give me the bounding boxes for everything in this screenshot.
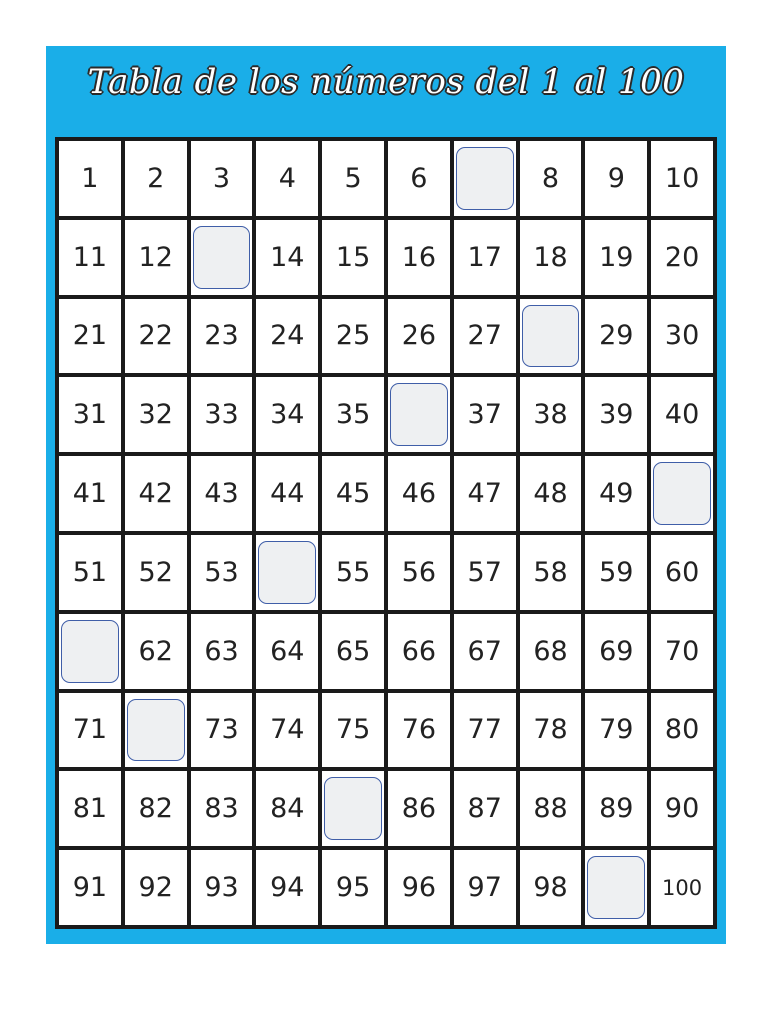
- number-cell: 53: [191, 535, 253, 610]
- blank-cell: [585, 850, 647, 925]
- number-cell: 3: [191, 141, 253, 216]
- blank-cell: [125, 693, 187, 768]
- number-cell: 21: [59, 299, 121, 374]
- number-cell: 86: [388, 771, 450, 846]
- blank-cell: [454, 141, 516, 216]
- number-cell: 60: [651, 535, 713, 610]
- answer-box[interactable]: [522, 305, 580, 368]
- blank-cell: [191, 220, 253, 295]
- number-cell: 59: [585, 535, 647, 610]
- number-cell: 57: [454, 535, 516, 610]
- number-cell: 75: [322, 693, 384, 768]
- number-cell: 17: [454, 220, 516, 295]
- number-cell: 44: [256, 456, 318, 531]
- answer-box[interactable]: [61, 620, 119, 683]
- number-cell: 70: [651, 614, 713, 689]
- number-cell: 5: [322, 141, 384, 216]
- number-cell: 94: [256, 850, 318, 925]
- number-chart-sheet: [46, 46, 726, 944]
- number-cell: 73: [191, 693, 253, 768]
- number-cell: 27: [454, 299, 516, 374]
- blank-cell: [651, 456, 713, 531]
- number-cell: 77: [454, 693, 516, 768]
- hundred-grid: [55, 137, 717, 929]
- number-cell: 29: [585, 299, 647, 374]
- number-cell: 63: [191, 614, 253, 689]
- number-cell: 81: [59, 771, 121, 846]
- answer-box[interactable]: [324, 777, 382, 840]
- number-cell: 34: [256, 377, 318, 452]
- number-cell: 92: [125, 850, 187, 925]
- number-cell: 100: [651, 850, 713, 925]
- number-cell: 38: [520, 377, 582, 452]
- answer-box[interactable]: [587, 856, 645, 919]
- number-cell: 1: [59, 141, 121, 216]
- number-cell: 65: [322, 614, 384, 689]
- number-cell: 26: [388, 299, 450, 374]
- number-cell: 25: [322, 299, 384, 374]
- number-cell: 66: [388, 614, 450, 689]
- answer-box[interactable]: [193, 226, 251, 289]
- number-cell: 87: [454, 771, 516, 846]
- number-cell: 55: [322, 535, 384, 610]
- number-cell: 16: [388, 220, 450, 295]
- number-cell: 42: [125, 456, 187, 531]
- number-cell: 4: [256, 141, 318, 216]
- number-cell: 19: [585, 220, 647, 295]
- number-cell: 12: [125, 220, 187, 295]
- number-cell: 90: [651, 771, 713, 846]
- number-cell: 14: [256, 220, 318, 295]
- number-cell: 9: [585, 141, 647, 216]
- number-cell: 2: [125, 141, 187, 216]
- number-cell: 35: [322, 377, 384, 452]
- number-cell: 67: [454, 614, 516, 689]
- number-cell: 93: [191, 850, 253, 925]
- number-cell: 89: [585, 771, 647, 846]
- blank-cell: [388, 377, 450, 452]
- number-cell: 20: [651, 220, 713, 295]
- number-cell: 69: [585, 614, 647, 689]
- number-cell: 78: [520, 693, 582, 768]
- page-title: Tabla de los números del 1 al 100: [87, 62, 685, 102]
- number-cell: 79: [585, 693, 647, 768]
- number-cell: 64: [256, 614, 318, 689]
- answer-box[interactable]: [456, 147, 514, 210]
- number-cell: 95: [322, 850, 384, 925]
- number-cell: 56: [388, 535, 450, 610]
- number-cell: 33: [191, 377, 253, 452]
- number-cell: 52: [125, 535, 187, 610]
- number-cell: 58: [520, 535, 582, 610]
- number-cell: 46: [388, 456, 450, 531]
- number-cell: 10: [651, 141, 713, 216]
- number-cell: 82: [125, 771, 187, 846]
- number-cell: 32: [125, 377, 187, 452]
- number-cell: 22: [125, 299, 187, 374]
- blank-cell: [59, 614, 121, 689]
- number-cell: 6: [388, 141, 450, 216]
- number-cell: 68: [520, 614, 582, 689]
- number-cell: 18: [520, 220, 582, 295]
- number-cell: 30: [651, 299, 713, 374]
- number-cell: 8: [520, 141, 582, 216]
- number-cell: 91: [59, 850, 121, 925]
- answer-box[interactable]: [390, 383, 448, 446]
- number-cell: 80: [651, 693, 713, 768]
- number-cell: 88: [520, 771, 582, 846]
- number-cell: 62: [125, 614, 187, 689]
- number-cell: 48: [520, 456, 582, 531]
- number-cell: 39: [585, 377, 647, 452]
- number-cell: 49: [585, 456, 647, 531]
- blank-cell: [520, 299, 582, 374]
- blank-cell: [256, 535, 318, 610]
- number-cell: 71: [59, 693, 121, 768]
- answer-box[interactable]: [127, 699, 185, 762]
- number-cell: 96: [388, 850, 450, 925]
- number-cell: 84: [256, 771, 318, 846]
- number-cell: 76: [388, 693, 450, 768]
- number-cell: 31: [59, 377, 121, 452]
- number-cell: 24: [256, 299, 318, 374]
- number-cell: 23: [191, 299, 253, 374]
- number-cell: 47: [454, 456, 516, 531]
- number-cell: 98: [520, 850, 582, 925]
- answer-box[interactable]: [258, 541, 316, 604]
- number-cell: 43: [191, 456, 253, 531]
- number-cell: 11: [59, 220, 121, 295]
- number-cell: 40: [651, 377, 713, 452]
- blank-cell: [322, 771, 384, 846]
- number-cell: 41: [59, 456, 121, 531]
- number-cell: 97: [454, 850, 516, 925]
- number-cell: 37: [454, 377, 516, 452]
- number-cell: 51: [59, 535, 121, 610]
- number-cell: 83: [191, 771, 253, 846]
- number-cell: 74: [256, 693, 318, 768]
- answer-box[interactable]: [653, 462, 711, 525]
- number-cell: 45: [322, 456, 384, 531]
- number-cell: 15: [322, 220, 384, 295]
